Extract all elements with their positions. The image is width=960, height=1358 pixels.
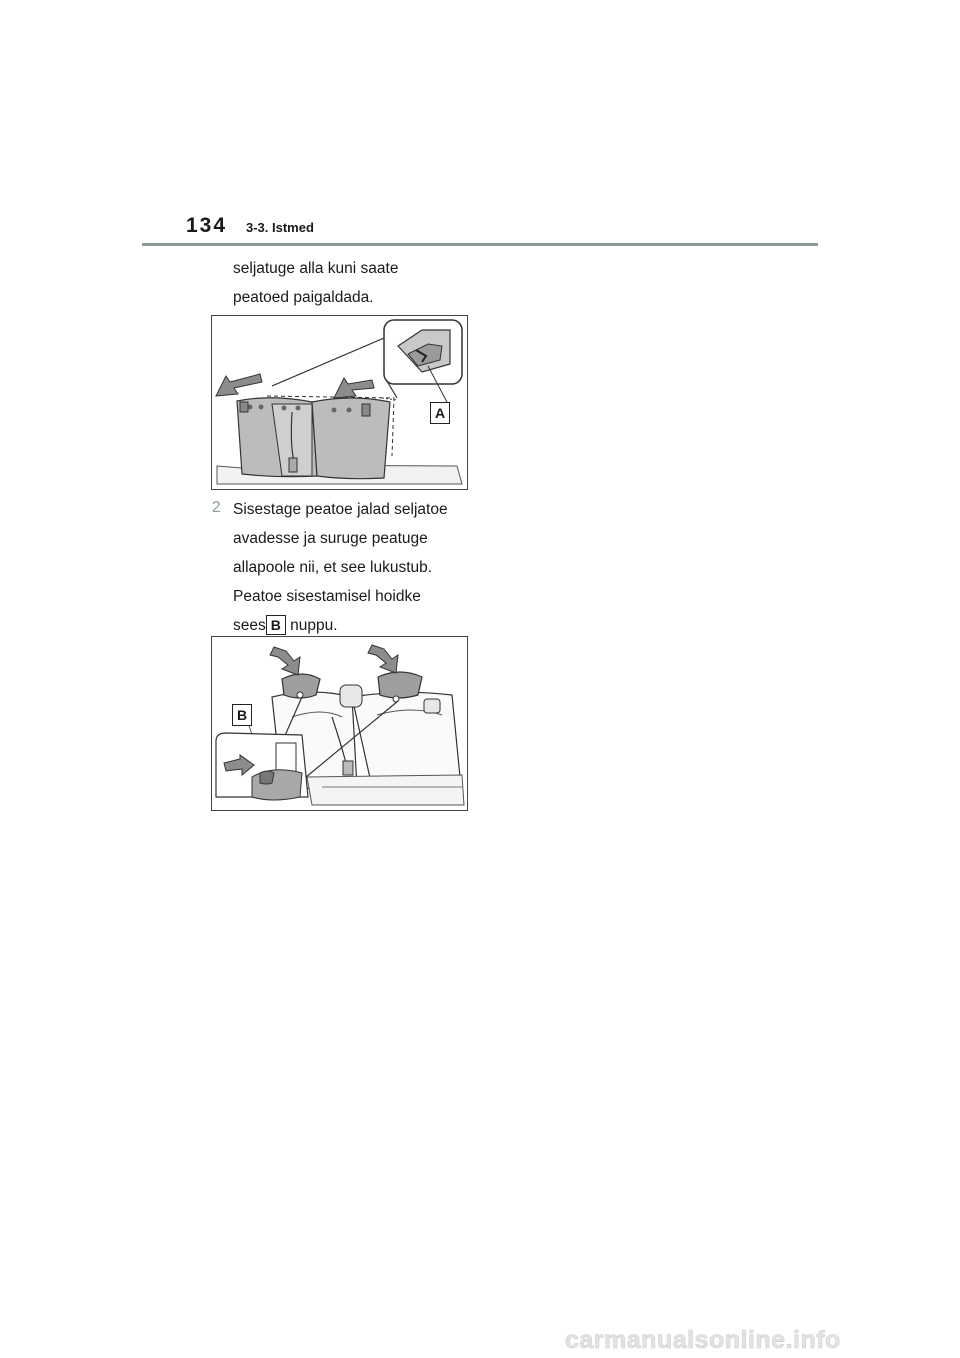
insert-down-arrow-icon — [270, 647, 300, 675]
insert-down-arrow-icon — [368, 645, 398, 673]
svg-text:carmanualsonline.info: carmanualsonline.info — [565, 1328, 841, 1354]
intro-line: seljatuge alla kuni saate — [233, 260, 399, 277]
header-divider — [142, 243, 818, 246]
figure-headrest-insert — [211, 636, 468, 811]
watermark-text-image — [565, 1328, 950, 1354]
callout-b-label: B — [232, 704, 252, 726]
step-line: allapoole nii, et see lukustub. — [233, 559, 433, 576]
step-line-text: nuppu. — [285, 617, 338, 634]
step-line: avadesse ja suruge peatuge — [233, 530, 428, 547]
step-2-paragraph — [233, 495, 493, 640]
page-number: 134 — [186, 214, 228, 237]
step-line: Peatoe sisestamisel hoidke — [233, 588, 421, 605]
figure-seatback-fold — [211, 315, 468, 490]
fold-down-arrow-icon — [216, 374, 262, 396]
seatback-fold-illustration — [212, 316, 467, 489]
callout-b-inline: B — [266, 615, 286, 635]
step-line: Sisestage peatoe jalad seljatoe — [233, 501, 448, 518]
callout-a-label: A — [430, 402, 450, 424]
step-line-text: sees — [233, 617, 266, 634]
step-number: 2 — [212, 499, 221, 516]
intro-line: peatoed paigaldada. — [233, 289, 374, 306]
fold-down-arrow-icon — [334, 378, 374, 398]
section-title: 3-3. Istmed — [246, 220, 314, 235]
intro-paragraph — [233, 254, 493, 312]
